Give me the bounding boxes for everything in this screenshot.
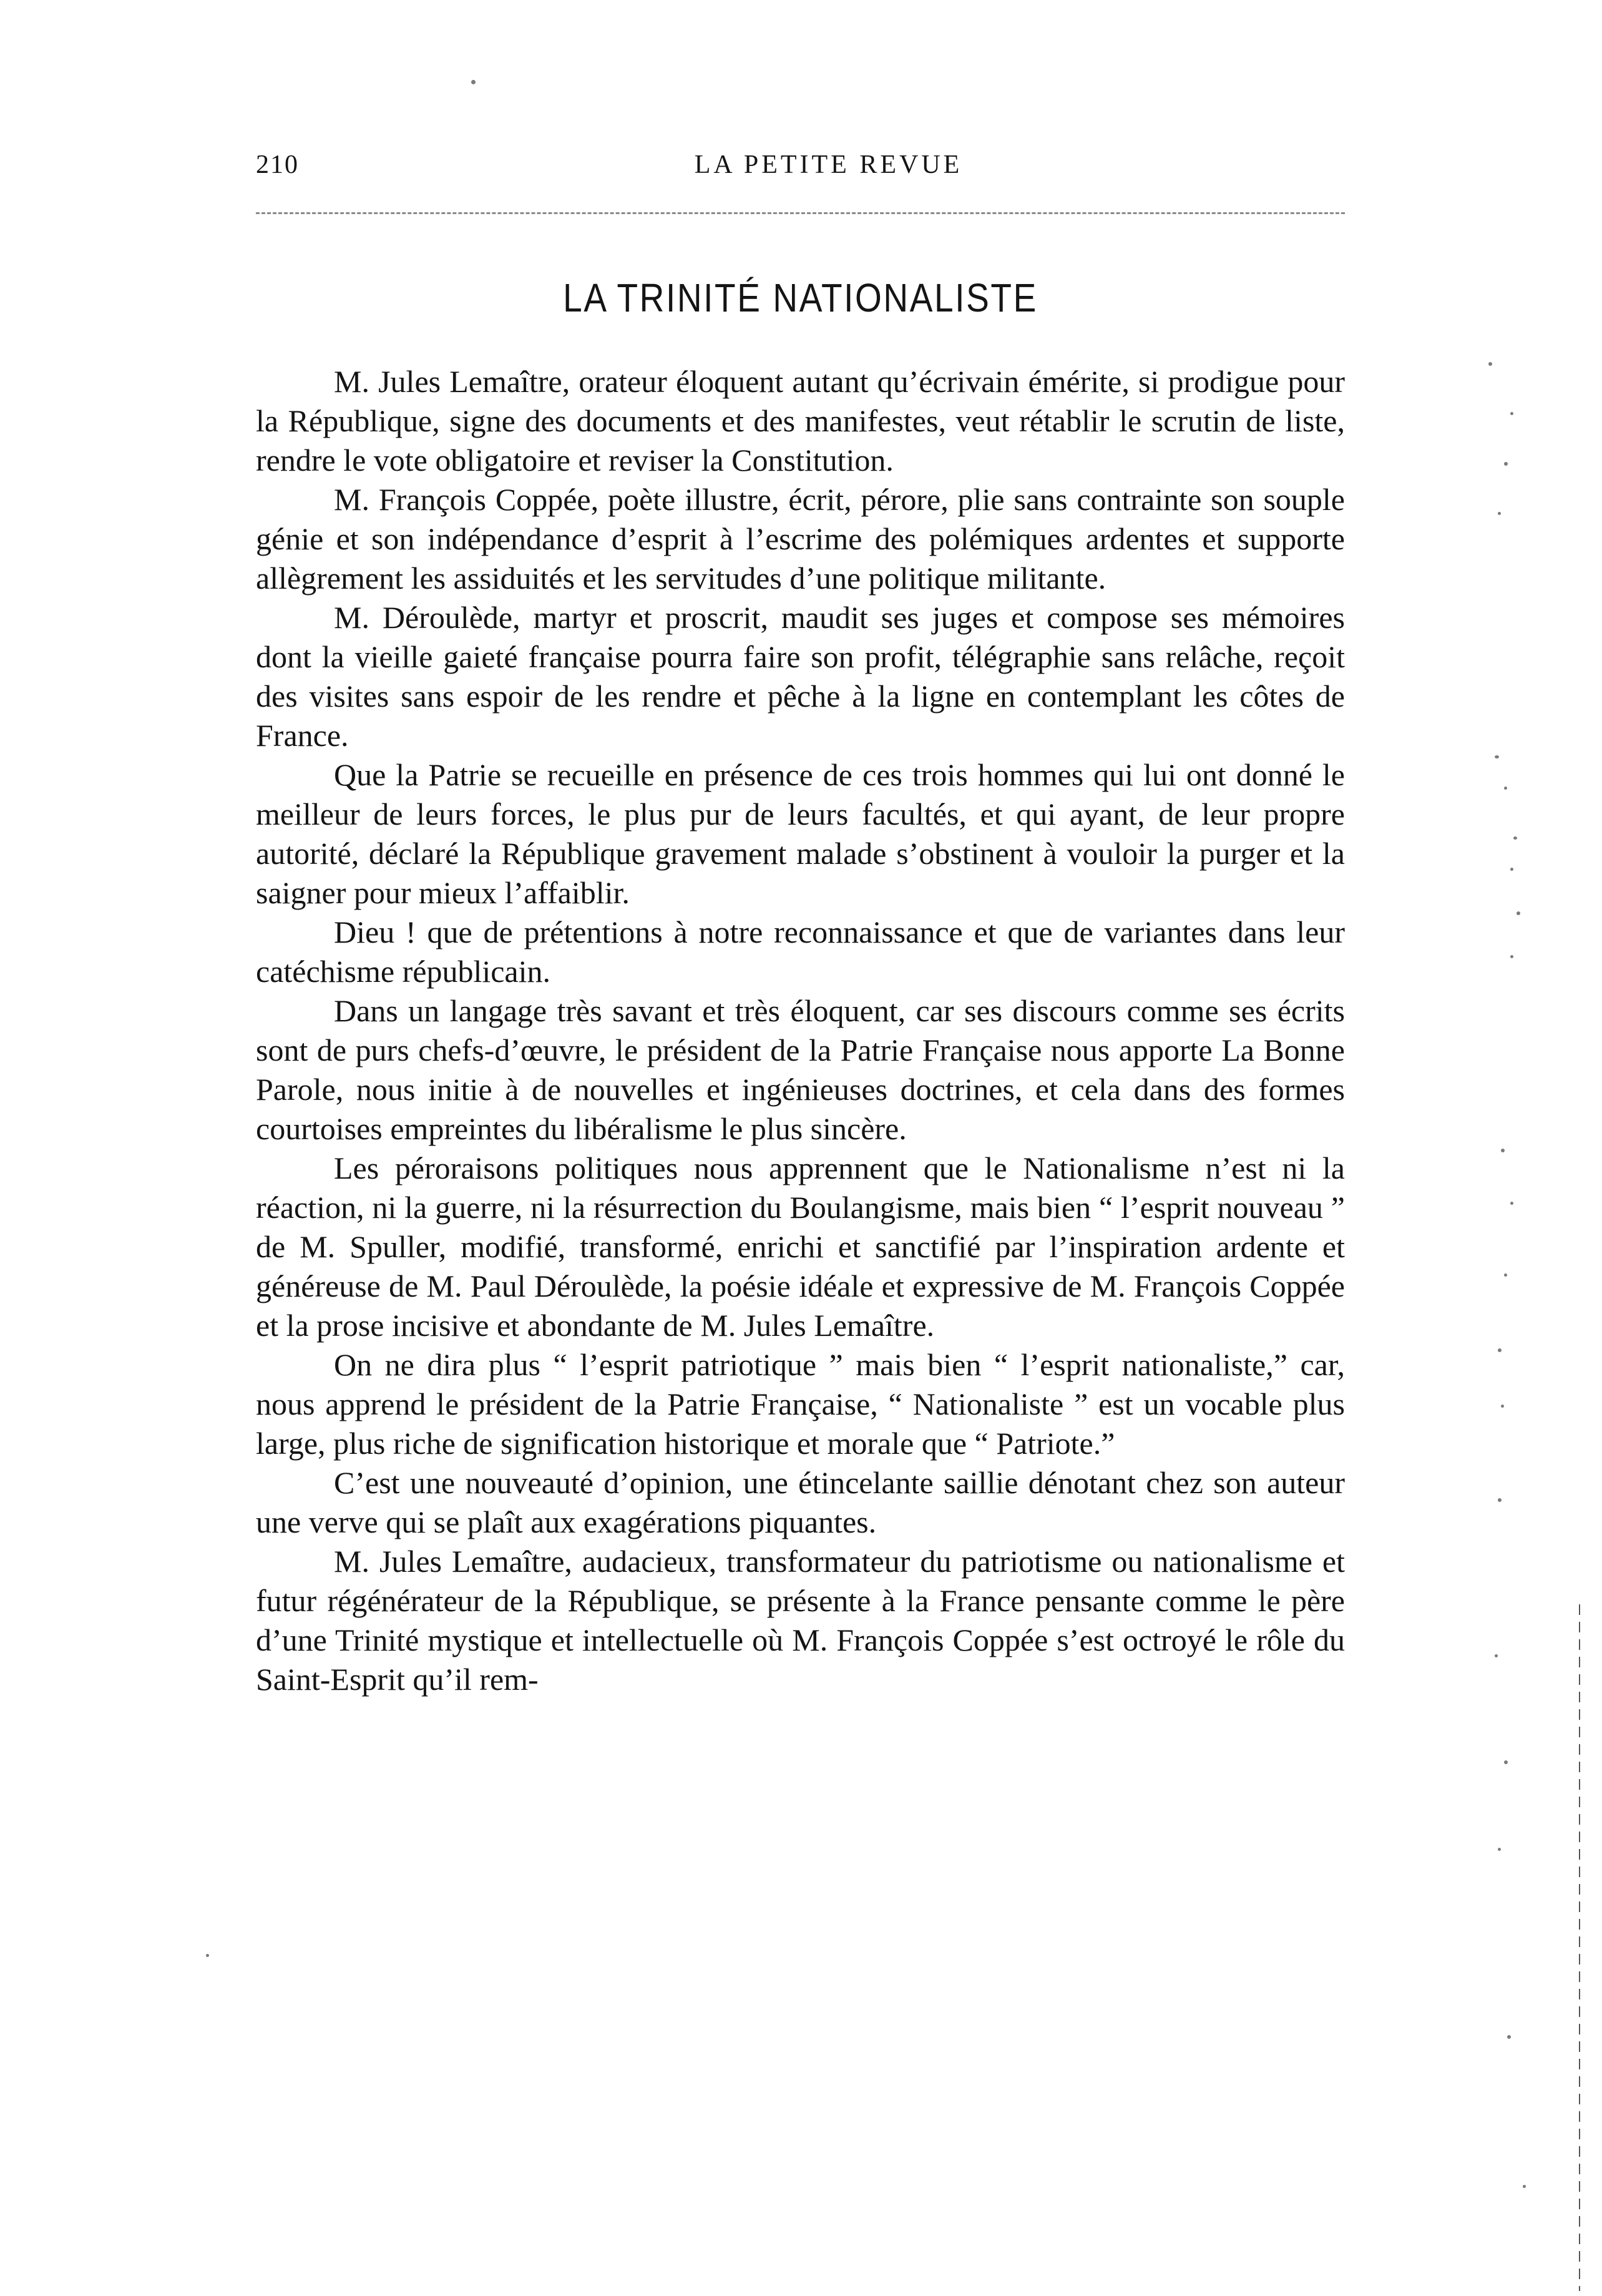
article-title: LA TRINITÉ NATIONALISTE: [563, 275, 1038, 320]
scan-speck: [1495, 755, 1499, 758]
scan-speck: [1498, 1848, 1501, 1851]
article-body: [256, 362, 1345, 1699]
page-number: 210: [256, 150, 299, 179]
scan-speck: [1507, 2035, 1511, 2039]
journal-title: LA PETITE REVUE: [694, 150, 963, 179]
paragraph: On ne dira plus “ l’esprit patriotique ” mais bien “ l’esprit nationaliste,” car, nous apprend le président de la Patrie Française, “ Nationaliste ” est un vocable plus large, plus riche de signification historique et morale que “ Patriote.”: [256, 1347, 1345, 1461]
running-head: [256, 150, 1345, 194]
scan-speck: [1510, 412, 1513, 415]
scan-speck: [1513, 836, 1517, 840]
paragraph: Que la Patrie se recueille en présence de ces trois hommes qui lui ont donné le meilleur de leurs forces, le plus pur de leurs facultés, et qui ayant, de leur propre autorité, déclaré la République gravement malade s’obstinent à vouloir la purger et la saigner pour mieux l’affaiblir.: [256, 757, 1345, 910]
scan-speck: [1504, 462, 1508, 466]
scan-speck: [1517, 911, 1520, 915]
header-rule: [256, 212, 1345, 214]
scan-speck: [1504, 1760, 1508, 1764]
paragraph: Les péroraisons politiques nous apprennent que le Nationalisme n’est ni la réaction, ni la guerre, ni la résurrection du Boulangisme, mais bien “ l’esprit nouveau ” de M. Spuller, modifié, transformé, enrichi et sanctifié par l’inspiration ardente et généreuse de M. Paul Déroulède, la poésie idéale et expressive de M. François Coppée et la prose incisive et abondante de M. Jules Lemaître.: [256, 1150, 1345, 1343]
paragraph: M. Jules Lemaître, orateur éloquent autant qu’écrivain émérite, si prodigue pour la République, signe des documents et des manifestes, veut rétablir le scrutin de liste, rendre le vote obligatoire et reviser la Constitution.: [256, 364, 1345, 478]
scan-speck: [1495, 1654, 1498, 1657]
paragraph: C’est une nouveauté d’opinion, une étincelante saillie dénotant chez son auteur une verve qui se plaît aux exagérations piquantes.: [256, 1465, 1345, 1539]
scan-speck: [1504, 1273, 1507, 1277]
scan-speck: [1488, 362, 1492, 366]
paragraph: Dieu ! que de prétentions à notre reconnaissance et que de variantes dans leur catéchisme républicain.: [256, 915, 1345, 989]
scan-speck: [1498, 1498, 1502, 1502]
scan-speck: [471, 80, 476, 84]
scan-speck: [1501, 1405, 1504, 1408]
scan-speck: [1510, 868, 1513, 871]
scan-speck: [1510, 1202, 1513, 1205]
scan-edge-rule: [1579, 1604, 1580, 2291]
scan-speck: [1523, 2185, 1526, 2188]
paragraph: Dans un langage très savant et très éloquent, car ses discours comme ses écrits sont de purs chefs-d’œuvre, le président de la Patrie Française nous apporte La Bonne Parole, nous initie à de nouvelles et ingénieuses doctrines, et cela dans des formes courtoises empreintes du libéralisme le plus sincère.: [256, 993, 1345, 1146]
paragraph: M. François Coppée, poète illustre, écrit, pérore, plie sans contrainte son souple génie et son indépendance d’esprit à l’escrime des polémiques ardentes et supporte allègrement les assiduités et les servitudes d’une politique militante.: [256, 482, 1345, 596]
paragraph: M. Déroulède, martyr et proscrit, maudit ses juges et compose ses mémoires dont la vieille gaieté française pourra faire son profit, télégraphie sans relâche, reçoit des visites sans espoir de les rendre et pêche à la ligne en contemplant les côtes de France.: [256, 600, 1345, 753]
scan-speck: [1510, 955, 1513, 958]
scan-speck: [1498, 1348, 1502, 1352]
scan-speck: [206, 1954, 209, 1957]
scan-speck: [1498, 512, 1501, 515]
paragraph: M. Jules Lemaître, audacieux, transformateur du patriotisme ou nationalisme et futur régénérateur de la République, se présente à la France pensante comme le père d’une Trinité mystique et intellectuelle où M. François Coppée s’est octroyé le rôle du Saint-Esprit qu’il rem-: [256, 1544, 1345, 1697]
scan-speck: [1501, 1149, 1505, 1152]
scan-speck: [1504, 787, 1507, 790]
